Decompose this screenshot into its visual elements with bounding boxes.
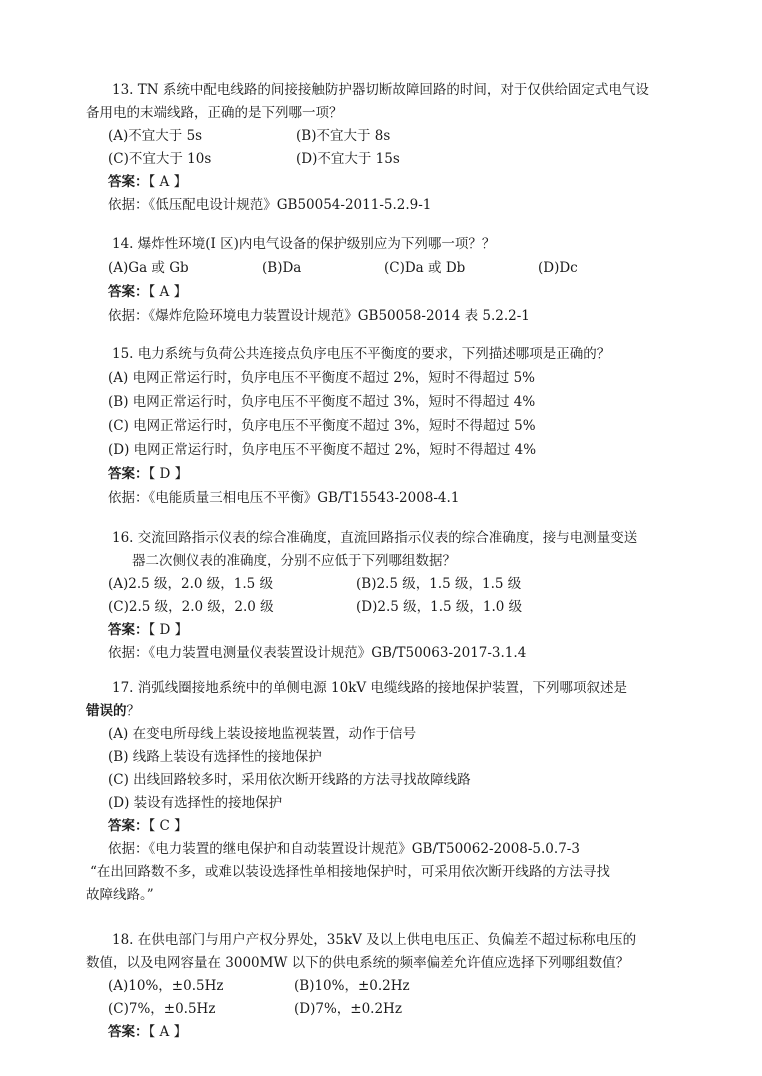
answer-label: 答案： [108, 622, 149, 638]
answer-value: 【 D 】 [148, 622, 189, 638]
question-stem-continued: 数值，以及电网容量在 3000MW 以下的供电系统的频率偏差允许值应选择下列哪组数值？ [86, 955, 630, 971]
option-c: (C) 电网正常运行时，负序电压不平衡度不超过 3%，短时不得超过 5% [108, 418, 536, 434]
question-stem: 14. 爆炸性环境(I 区)内电气设备的保护级别应为下列哪一项？？ [112, 236, 496, 252]
question-stem-continued: 备用电的末端线路，正确的是下列哪一项？ [86, 105, 343, 121]
question-stem: 13. TN 系统中配电线路的间接接触防护器切断故障回路的时间，对于仅供给固定式电气设 [112, 82, 649, 98]
option-a: (A)2.5 级，2.0 级，1.5 级 [108, 576, 274, 592]
option-c: (C)2.5 级，2.0 级，2.0 级 [108, 599, 274, 615]
option-row [108, 999, 608, 1019]
option-c: (C)不宜大于 10s [108, 151, 212, 167]
answer [108, 620, 188, 640]
option-a: (A)Ga 或 Gb [108, 260, 189, 276]
answer [108, 282, 187, 302]
question-mark: ？ [126, 703, 140, 719]
answer [108, 464, 188, 484]
option-d: (D) 电网正常运行时，负序电压不平衡度不超过 2%，短时不得超过 4% [108, 442, 537, 458]
option-b: (B)Da [262, 260, 302, 276]
answer [108, 172, 187, 192]
basis-reference: 依据：《电力装置电测量仪表装置设计规范》GB/T50063-2017-3.1.4 [108, 645, 527, 661]
question-stem-continued: 器二次侧仪表的准确度，分别不应低于下列哪组数据？ [132, 553, 456, 569]
option-row [108, 597, 628, 617]
basis-reference: 依据：《电力装置的继电保护和自动装置设计规范》GB/T50062-2008-5.0.7-3 [108, 841, 580, 857]
option-a: (A)10%，±0.5Hz [108, 978, 224, 994]
emphasis-text: 错误的 [86, 703, 127, 719]
option-row [108, 126, 608, 146]
option-row [108, 976, 608, 996]
option-c: (C) 出线回路较多时，采用依次断开线路的方法寻找故障线路 [108, 772, 471, 788]
option-a: (A)不宜大于 5s [108, 128, 203, 144]
answer [108, 816, 188, 836]
quoted-clause-continued: 故障线路。” [86, 887, 154, 903]
answer-label: 答案： [108, 284, 149, 300]
basis-reference: 依据：《电能质量三相电压不平衡》GB/T15543-2008-4.1 [108, 490, 460, 506]
question-stem: 18. 在供电部门与用户产权分界处，35kV 及以上供电电压正、负偏差不超过标称电压的 [112, 932, 637, 948]
option-b: (B) 电网正常运行时，负序电压不平衡度不超过 3%，短时不得超过 4% [108, 394, 536, 410]
answer [108, 1022, 187, 1042]
question-stem: 15. 电力系统与负荷公共连接点负序电压不平衡度的要求，下列描述哪项是正确的？ [112, 346, 611, 362]
answer-label: 答案： [108, 1024, 149, 1040]
answer-label: 答案： [108, 466, 149, 482]
question-stem-continued [86, 701, 140, 721]
option-b: (B) 线路上装设有选择性的接地保护 [108, 749, 322, 765]
answer-value: 【 A 】 [148, 284, 188, 300]
option-a: (A) 在变电所母线上装设接地监视装置，动作于信号 [108, 726, 417, 742]
question-stem: 16. 交流回路指示仪表的综合准确度，直流回路指示仪表的综合准确度，接与电测量变送 [112, 530, 638, 546]
option-b: (B)不宜大于 8s [296, 128, 391, 144]
option-row [108, 149, 608, 169]
option-d: (D)2.5 级，1.5 级，1.0 级 [356, 599, 523, 615]
basis-reference: 依据：《低压配电设计规范》GB50054-2011-5.2.9-1 [108, 197, 432, 213]
answer-value: 【 A 】 [148, 1024, 188, 1040]
option-d: (D) 装设有选择性的接地保护 [108, 795, 283, 811]
option-d: (D)不宜大于 15s [296, 151, 400, 167]
answer-value: 【 A 】 [148, 174, 188, 190]
option-c: (C)7%，±0.5Hz [108, 1001, 216, 1017]
answer-label: 答案： [108, 174, 149, 190]
quoted-clause: “在出回路数不多，或难以装设选择性单相接地保护时，可采用依次断开线路的方法寻找 [90, 864, 610, 880]
option-d: (D)Dc [538, 260, 578, 276]
option-d: (D)7%，±0.2Hz [294, 1001, 402, 1017]
option-row [108, 258, 668, 278]
option-row [108, 574, 628, 594]
answer-label: 答案： [108, 818, 149, 834]
option-b: (B)10%，±0.2Hz [294, 978, 410, 994]
basis-reference: 依据：《爆炸危险环境电力装置设计规范》GB50058-2014 表 5.2.2-1 [108, 308, 530, 324]
option-c: (C)Da 或 Db [384, 260, 466, 276]
answer-value: 【 C 】 [148, 818, 188, 834]
option-b: (B)2.5 级，1.5 级，1.5 级 [356, 576, 522, 592]
option-a: (A) 电网正常运行时，负序电压不平衡度不超过 2%，短时不得超过 5% [108, 370, 535, 386]
answer-value: 【 D 】 [148, 466, 189, 482]
question-stem: 17. 消弧线圈接地系统中的单侧电源 10kV 电缆线路的接地保护装置，下列哪项叙述是 [112, 680, 627, 696]
